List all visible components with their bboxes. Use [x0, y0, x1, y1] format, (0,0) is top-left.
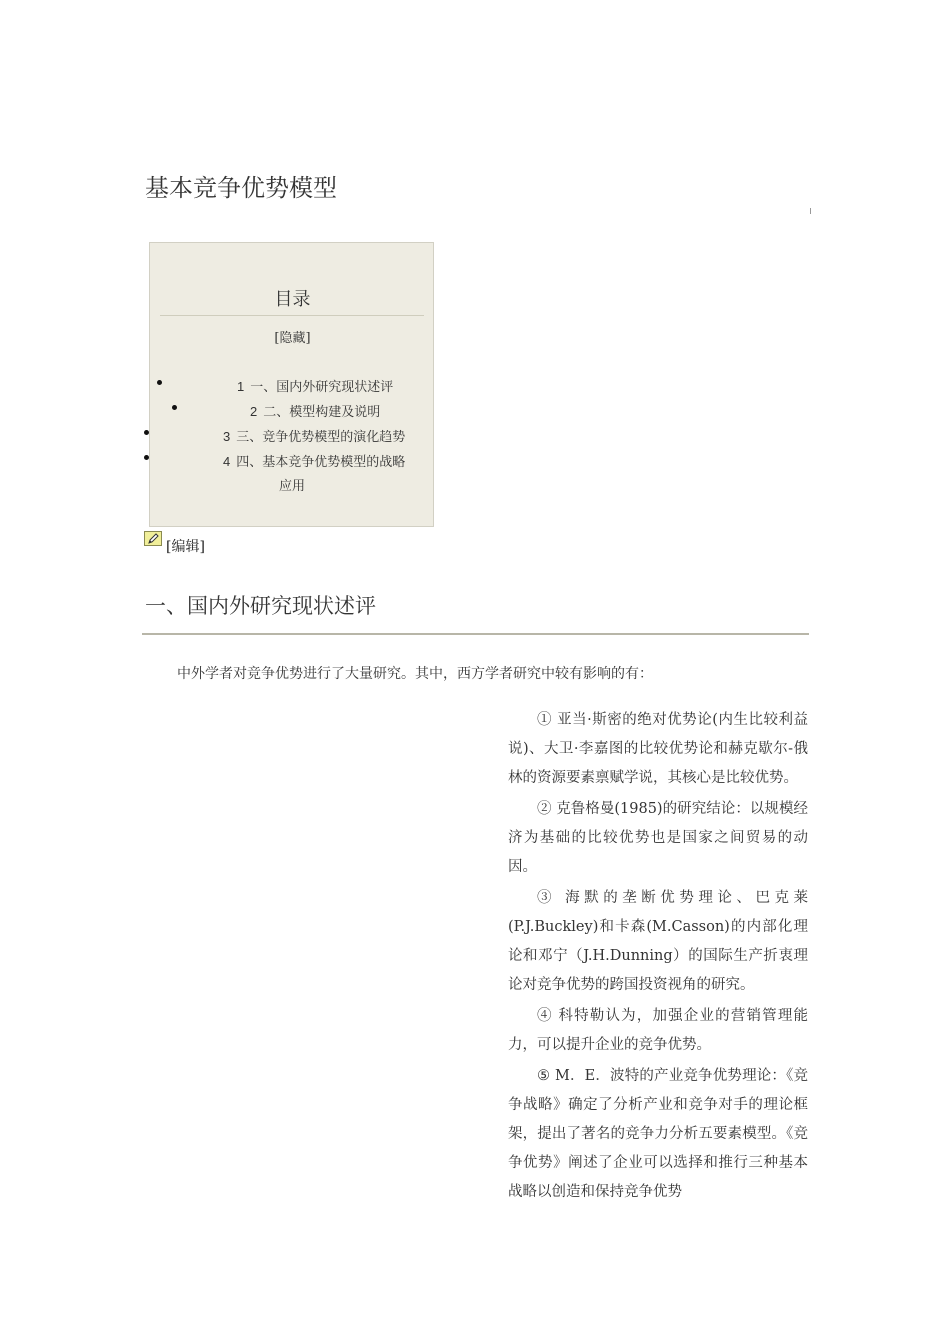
toc-item-number: 1 [237, 379, 245, 394]
intro-paragraph: 中外学者对竞争优势进行了大量研究。其中，西方学者研究中较有影响的有： [177, 666, 653, 682]
toc-item-label: 四、基本竞争优势模型的战略 [236, 455, 406, 470]
research-points [508, 706, 808, 1209]
toc-item-4-continued[interactable]: 应用 [279, 479, 306, 494]
table-of-contents [149, 242, 434, 527]
margin-mark [810, 208, 811, 214]
toc-divider [160, 315, 424, 316]
edit-pencil-icon[interactable] [144, 531, 162, 546]
toc-item-2[interactable] [250, 401, 380, 420]
edit-link[interactable]: [编辑] [166, 539, 205, 555]
toc-item-4[interactable] [223, 451, 405, 470]
toc-item-number: 2 [250, 404, 258, 419]
research-point: ④ 科特勒认为，加强企业的营销管理能力，可以提升企业的竞争优势。 [508, 1008, 808, 1053]
toc-item-label: 二、模型构建及说明 [263, 405, 381, 420]
bullet-icon [157, 380, 162, 385]
toc-item-number: 3 [223, 429, 231, 444]
toc-item-label: 一、国内外研究现状述评 [250, 380, 394, 395]
bullet-icon [144, 455, 149, 460]
bullet-icon [144, 430, 149, 435]
section-divider [142, 633, 809, 635]
research-point: ⑤ M．E．波特的产业竞争优势理论：《竞争战略》确定了分析产业和竞争对手的理论框架，提出了著名的竞争力分析五要素模型。《竞争优势》阐述了企业可以选择和推行三种基本战略以创造和保持竞争优势 [508, 1068, 808, 1200]
toc-item-label: 三、竞争优势模型的演化趋势 [236, 430, 406, 445]
research-point: ② 克鲁格曼(1985)的研究结论：以规模经济为基础的比较优势也是国家之间贸易的动因。 [508, 801, 808, 875]
research-point: ① 亚当·斯密的绝对优势论(内生比较利益说)、大卫·李嘉图的比较优势论和赫克歇尔-俄林的资源要素禀赋学说，其核心是比较优势。 [508, 712, 808, 786]
toc-item-1[interactable] [237, 376, 393, 395]
toc-item-number: 4 [223, 454, 231, 469]
toc-title: 目录 [274, 289, 311, 310]
toc-hide-toggle[interactable]: [隐藏] [274, 331, 311, 346]
research-point: ③ 海默的垄断优势理论、巴克莱(P.J.Buckley)和卡森(M.Casson)的内部化理论和邓宁（J.H.Dunning）的国际生产折衷理论对竞争优势的跨国投资视角的研究。 [508, 890, 808, 993]
section-heading: 一、国内外研究现状述评 [145, 594, 376, 618]
bullet-icon [172, 405, 177, 410]
page-title: 基本竞争优势模型 [145, 174, 337, 202]
toc-item-3[interactable] [223, 426, 405, 445]
